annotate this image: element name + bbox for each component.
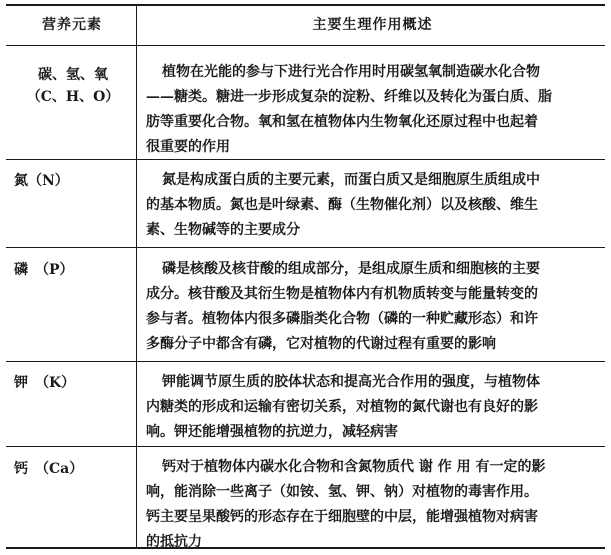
header-element-column: 营养元素: [42, 17, 102, 33]
element-cell-ca: [14, 458, 132, 480]
row-divider: [6, 247, 605, 248]
element-name: 氮（N）: [14, 173, 69, 189]
element-cell-k: [14, 372, 132, 394]
table-top-rule: [6, 4, 605, 6]
header-function-column: 主要生理作用概述: [312, 17, 433, 33]
column-divider: [136, 5, 137, 548]
element-cell-p: [14, 259, 132, 281]
description-cell-cho: [146, 60, 602, 160]
row-divider: [6, 361, 605, 362]
element-name: 钙 （Ca）: [14, 461, 84, 477]
description-line: 钙主要呈果酸钙的形态存在于细胞壁的中层，能增强植物对病害: [146, 509, 538, 525]
description-line: 磷是核酸及核苷酸的组成部分，是组成原生质和细胞核的主要: [162, 261, 540, 277]
description-line: 响，能消除一些离子（如铵、氢、钾、钠）对植物的毒害作用。: [146, 484, 538, 500]
description-line: 很重要的作用: [146, 139, 230, 155]
header-bottom-rule: [6, 45, 605, 46]
description-line: 素、生物碱等的主要成分: [146, 222, 300, 238]
description-line: 多酶分子中都含有磷，它对植物的代谢过程有重要的影响: [146, 336, 496, 352]
element-cell-n: [14, 170, 132, 192]
description-line: 钾能调节原生质的胶体状态和提高光合作用的强度，与植物体: [162, 374, 540, 390]
element-name: 磷 （P）: [14, 262, 74, 278]
description-line: 的基本物质。氮也是叶绿素、酶（生物催化剂）以及核酸、维生: [146, 197, 538, 213]
description-line: 响。钾还能增强植物的抗逆力，减轻病害: [146, 424, 398, 440]
description-cell-k: [146, 370, 602, 445]
element-cell-cho: [14, 64, 132, 108]
description-cell-n: [146, 168, 602, 243]
description-line: 植物在光能的参与下进行光合作用时用碳氢氧制造碳水化合物: [162, 64, 540, 80]
description-cell-ca: [146, 455, 602, 555]
description-line: 肪等重要化合物。氧和氢在植物体内生物氧化还原过程中也起着: [146, 114, 538, 130]
element-name: 钾 （K）: [14, 375, 76, 391]
description-line: 钙对于植物体内碳水化合物和含氮物质代 谢 作 用 有一定的影: [162, 459, 546, 475]
description-cell-p: [146, 257, 602, 357]
element-symbol: （C、H、O）: [26, 89, 120, 105]
description-line: 参与者。植物体内很多磷脂类化合物（磷的一种贮藏形态）和许: [146, 311, 538, 327]
description-line: ——糖类。糖进一步形成复杂的淀粉、纤维以及转化为蛋白质、脂: [146, 89, 552, 105]
description-line: 成分。核苷酸及其衍生物是植物体内有机物质转变与能量转变的: [146, 286, 538, 302]
description-line: 的抵抗力: [146, 534, 202, 550]
description-line: 内糖类的形成和运输有密切关系，对植物的氮代谢也有良好的影: [146, 399, 538, 415]
element-name: 碳、氢、氧: [38, 67, 108, 83]
description-line: 氮是构成蛋白质的主要元素，而蛋白质又是细胞原生质组成中: [162, 172, 540, 188]
row-divider: [6, 446, 605, 447]
